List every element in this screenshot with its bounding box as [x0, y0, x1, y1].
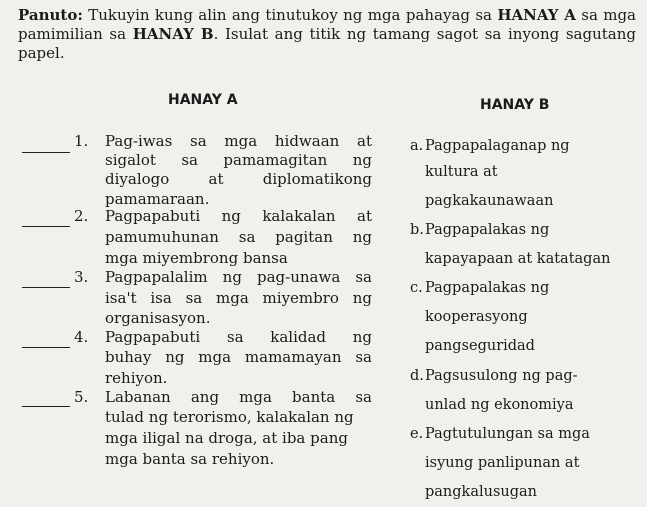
answer-blank-3[interactable] [22, 287, 70, 288]
answer-blank-5[interactable] [22, 406, 70, 407]
choice-a-line: pagkakaunawaan [425, 193, 554, 209]
choice-d-line: Pagsusulong ng pag- [425, 368, 578, 384]
choice-a-line: kultura at [425, 164, 498, 180]
item-3-line: organisasyon. [105, 309, 211, 327]
choice-letter-d: d. [410, 368, 424, 384]
item-5-line: tulad ng terorismo, kalakalan ng [105, 408, 354, 426]
instructions [18, 6, 636, 63]
item-number-4: 4. [74, 328, 89, 346]
item-number-3: 3. [74, 268, 89, 286]
instructions-hanay-b: HANAY B [132, 25, 214, 43]
item-5-line: mga iligal na droga, at iba pang [105, 429, 348, 447]
answer-blank-2[interactable] [22, 226, 70, 227]
item-number-2: 2. [74, 207, 89, 225]
item-1-line: diyalogo at diplomatikong [105, 170, 372, 188]
choice-c-line: Pagpapalakas ng [425, 280, 550, 296]
answer-blank-1[interactable] [22, 152, 70, 153]
choice-b-line: Pagpapalakas ng [425, 222, 550, 238]
item-1-line: pamamaraan. [105, 190, 210, 208]
choice-letter-e: e. [410, 426, 424, 442]
item-4-line: rehiyon. [105, 369, 168, 387]
item-2-line: pamumuhunan sa pagitan ng [105, 228, 372, 246]
item-number-1: 1. [74, 132, 89, 150]
item-1-line: Pag-iwas sa mga hidwaan at [105, 132, 372, 150]
instructions-hanay-a: HANAY A [497, 6, 576, 24]
instructions-text: . Isulat ang titik ng tamang sagot sa inyong sagutang papel. [18, 25, 636, 62]
instructions-text: sa mga pamimilian sa [18, 6, 636, 43]
choice-e-line: Pagtutulungan sa mga [425, 426, 590, 442]
item-2-line: Pagpapabuti ng kalakalan at [105, 207, 372, 225]
item-2-line: mga miyembrong bansa [105, 249, 288, 267]
choice-letter-c: c. [410, 280, 423, 296]
item-5-line: mga banta sa rehiyon. [105, 450, 275, 468]
choice-e-line: pangkalusugan [425, 484, 537, 500]
item-4-line: Pagpapabuti sa kalidad ng [105, 328, 372, 346]
choice-b-line: kapayapaan at katatagan [425, 251, 611, 267]
item-1-line: sigalot sa pamamagitan ng [105, 151, 372, 169]
header-hanay-a: HANAY A [168, 92, 238, 108]
choice-c-line: kooperasyong [425, 309, 528, 325]
instructions-label: Panuto: [18, 6, 83, 24]
instructions-text: Tukuyin kung alin ang tinutukoy ng mga pahayag sa [82, 6, 498, 24]
item-3-line: isa't isa sa mga miyembro ng [105, 289, 372, 307]
choice-a-line: Pagpapalaganap ng [425, 138, 570, 154]
choice-d-line: unlad ng ekonomiya [425, 397, 574, 413]
item-5-line: Labanan ang mga banta sa [105, 388, 372, 406]
header-hanay-b: HANAY B [480, 97, 550, 113]
choice-letter-b: b. [410, 222, 424, 238]
item-number-5: 5. [74, 388, 89, 406]
item-4-line: buhay ng mga mamamayan sa [105, 348, 372, 366]
choice-c-line: pangseguridad [425, 338, 535, 354]
choice-e-line: isyung panlipunan at [425, 455, 580, 471]
answer-blank-4[interactable] [22, 347, 70, 348]
choice-letter-a: a. [410, 138, 424, 154]
item-3-line: Pagpapalalim ng pag-unawa sa [105, 268, 372, 286]
